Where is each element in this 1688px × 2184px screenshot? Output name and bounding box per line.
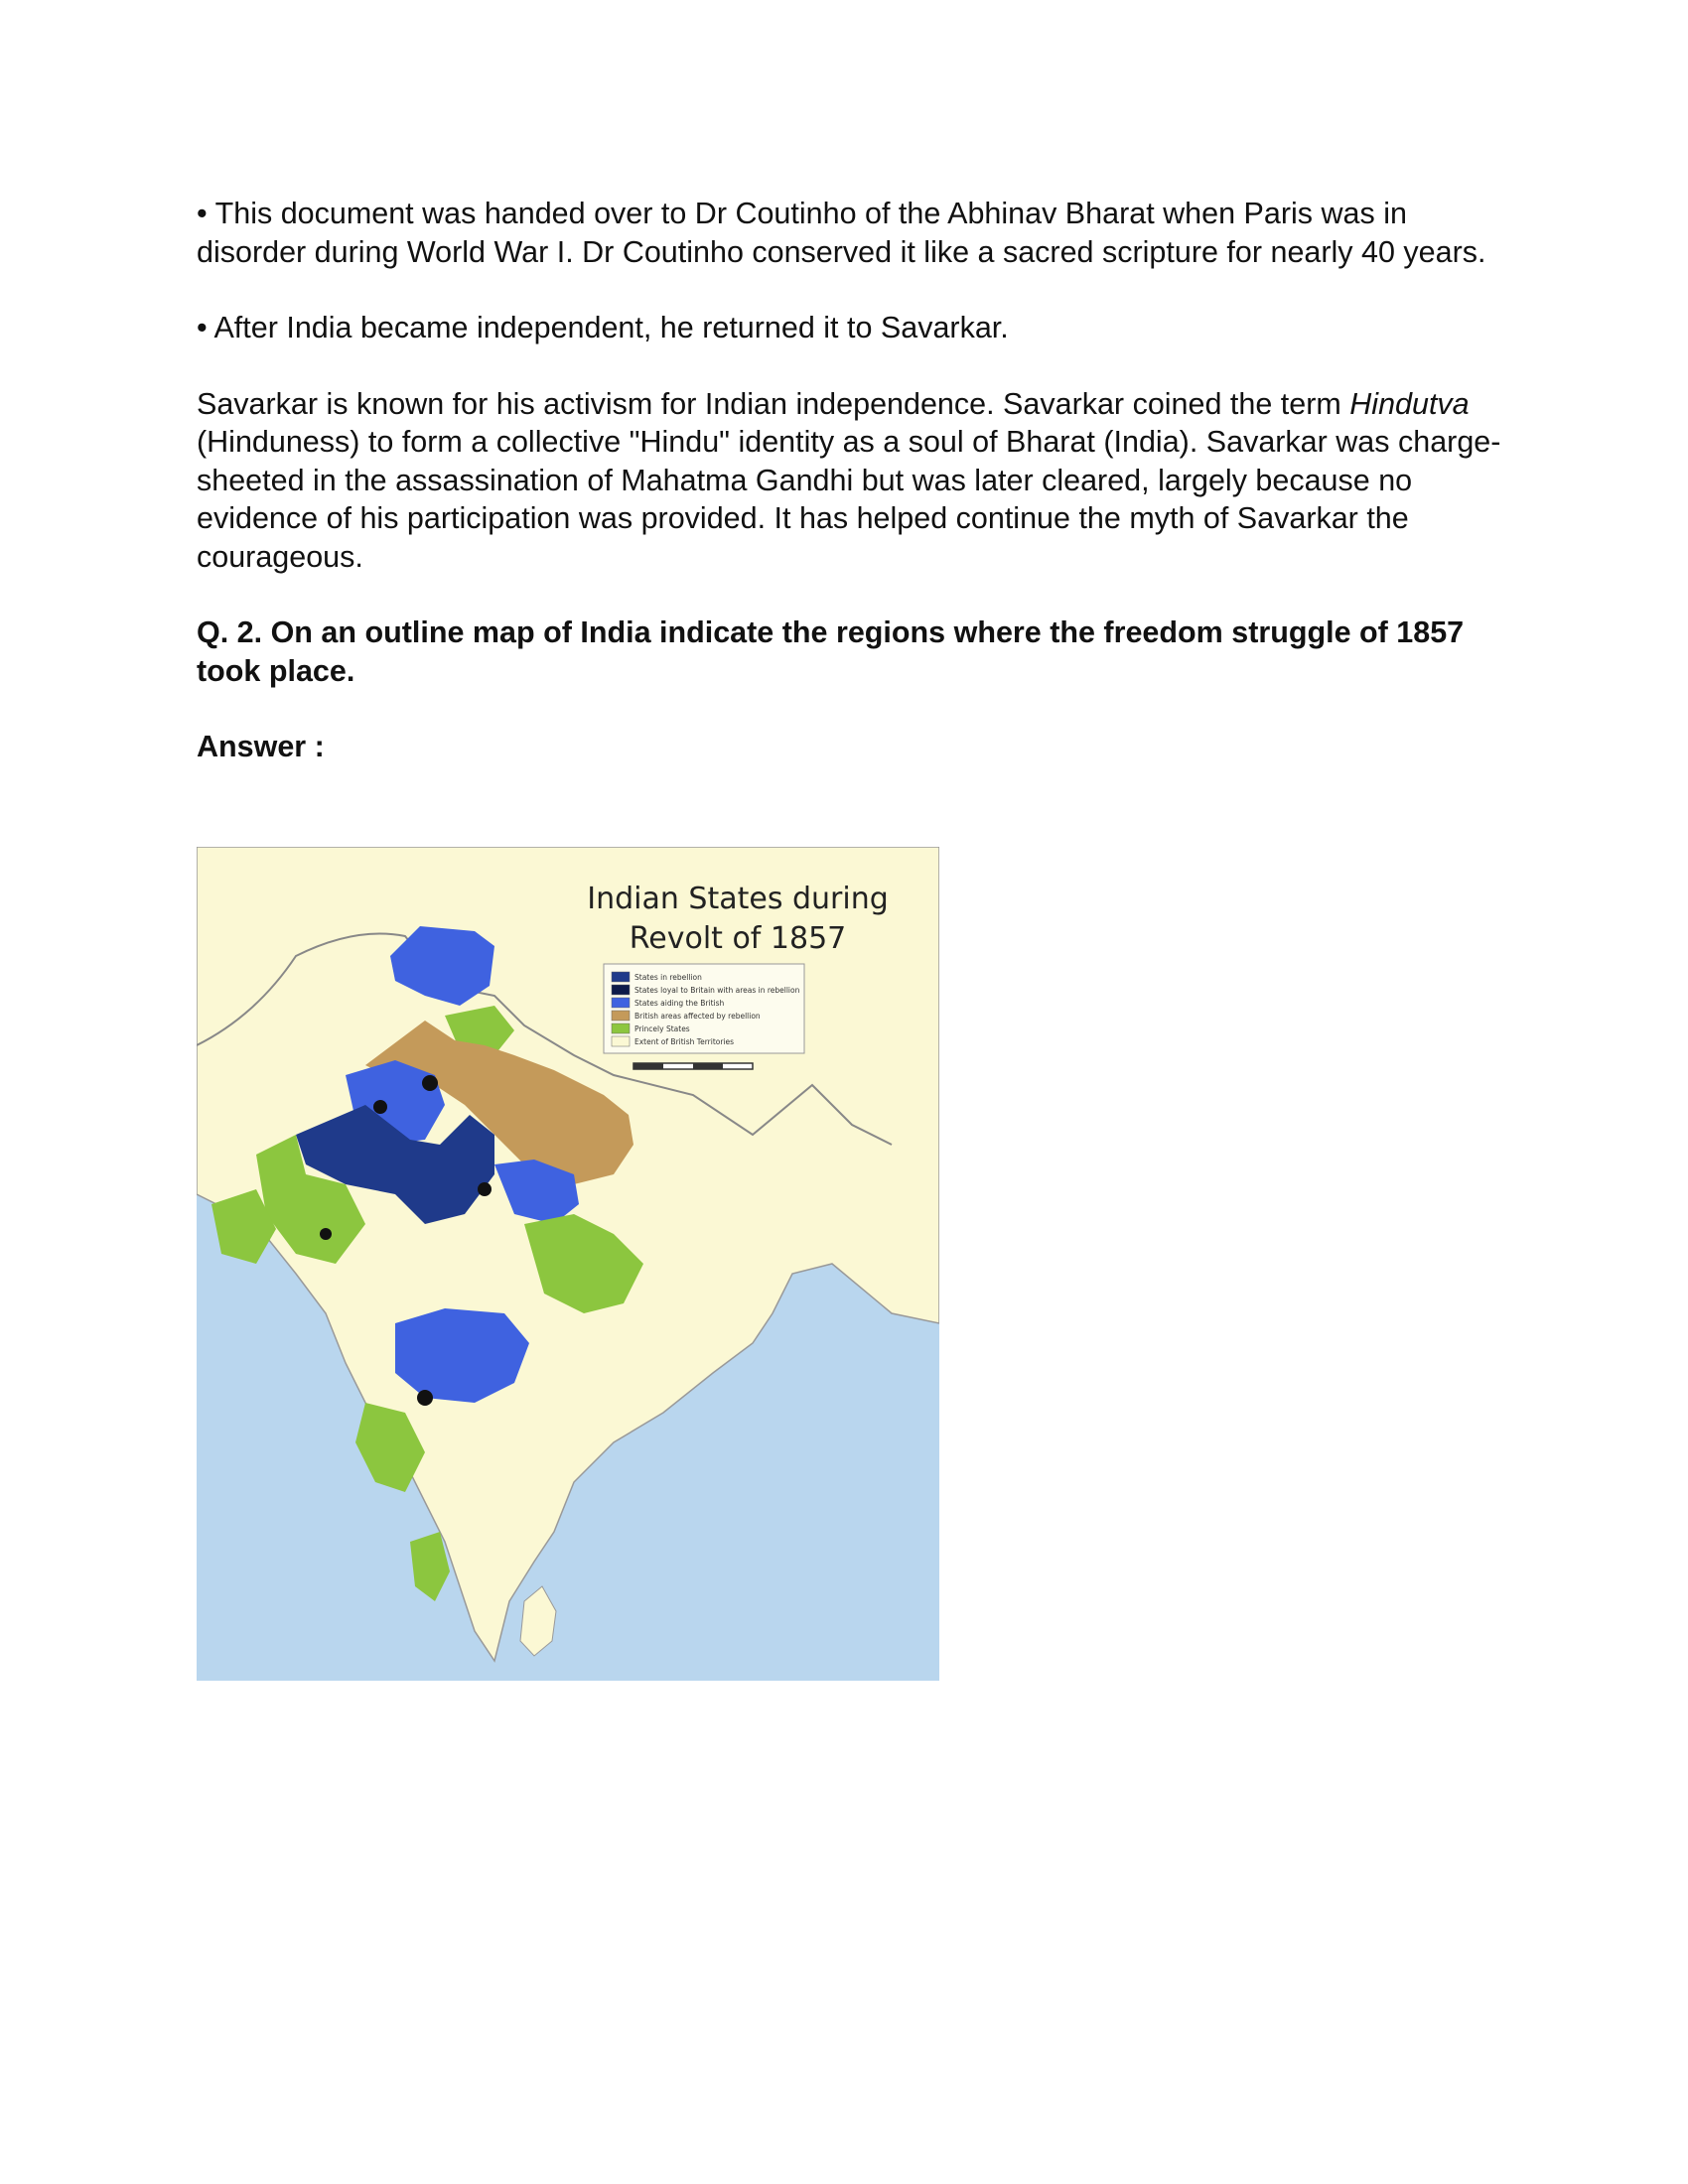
revolt-center-marker: [417, 1390, 433, 1406]
revolt-center-marker: [422, 1075, 438, 1091]
page-content: [197, 195, 1507, 798]
legend-swatch: [612, 1011, 630, 1021]
legend-swatch: [612, 985, 630, 995]
legend-swatch: [612, 1036, 630, 1046]
map-legend: [604, 964, 804, 1053]
legend-label: Extent of British Territories: [634, 1037, 735, 1046]
revolt-1857-map: [197, 847, 939, 1681]
paragraph-savarkar: [197, 385, 1507, 577]
answer-label: Answer :: [197, 730, 325, 763]
india-map-svg: [197, 847, 939, 1681]
legend-label: Princely States: [634, 1024, 690, 1033]
legend-label: States aiding the British: [634, 999, 725, 1008]
map-title-line1: Indian States during: [587, 882, 889, 916]
legend-label: States in rebellion: [634, 973, 702, 982]
legend-swatch: [612, 972, 630, 982]
revolt-center-marker: [478, 1182, 492, 1196]
legend-swatch: [612, 998, 630, 1008]
legend-label: States loyal to Britain with areas in rebellion: [634, 986, 800, 995]
revolt-center-marker: [373, 1100, 387, 1114]
paragraph-savarkar-part2: (Hinduness) to form a collective "Hindu" identity as a soul of Bharat (India). Savarkar was charge-sheeted in the assassination of Mahatma Gandhi but was later cleared, largely because no evidence of his participation was provided. It has helped continue the myth of Savarkar the courageous.: [197, 425, 1501, 574]
scale-bar: [633, 1063, 753, 1069]
paragraph-coutinho: • This document was handed over to Dr Coutinho of the Abhinav Bharat when Paris was in disorder during World War I. Dr Coutinho conserved it like a sacred scripture for nearly 40 years.: [197, 197, 1486, 269]
question-heading: Q. 2. On an outline map of India indicate the regions where the freedom struggle of 1857 took place.: [197, 615, 1465, 688]
legend-swatch: [612, 1024, 630, 1033]
map-title-line2: Revolt of 1857: [629, 921, 847, 956]
paragraph-returned: • After India became independent, he returned it to Savarkar.: [197, 311, 1009, 344]
revolt-center-marker: [320, 1228, 332, 1240]
legend-label: British areas affected by rebellion: [634, 1012, 761, 1021]
paragraph-savarkar-part1: Savarkar is known for his activism for Indian independence. Savarkar coined the term: [197, 386, 1350, 421]
hindutva-term: Hindutva: [1349, 386, 1470, 421]
